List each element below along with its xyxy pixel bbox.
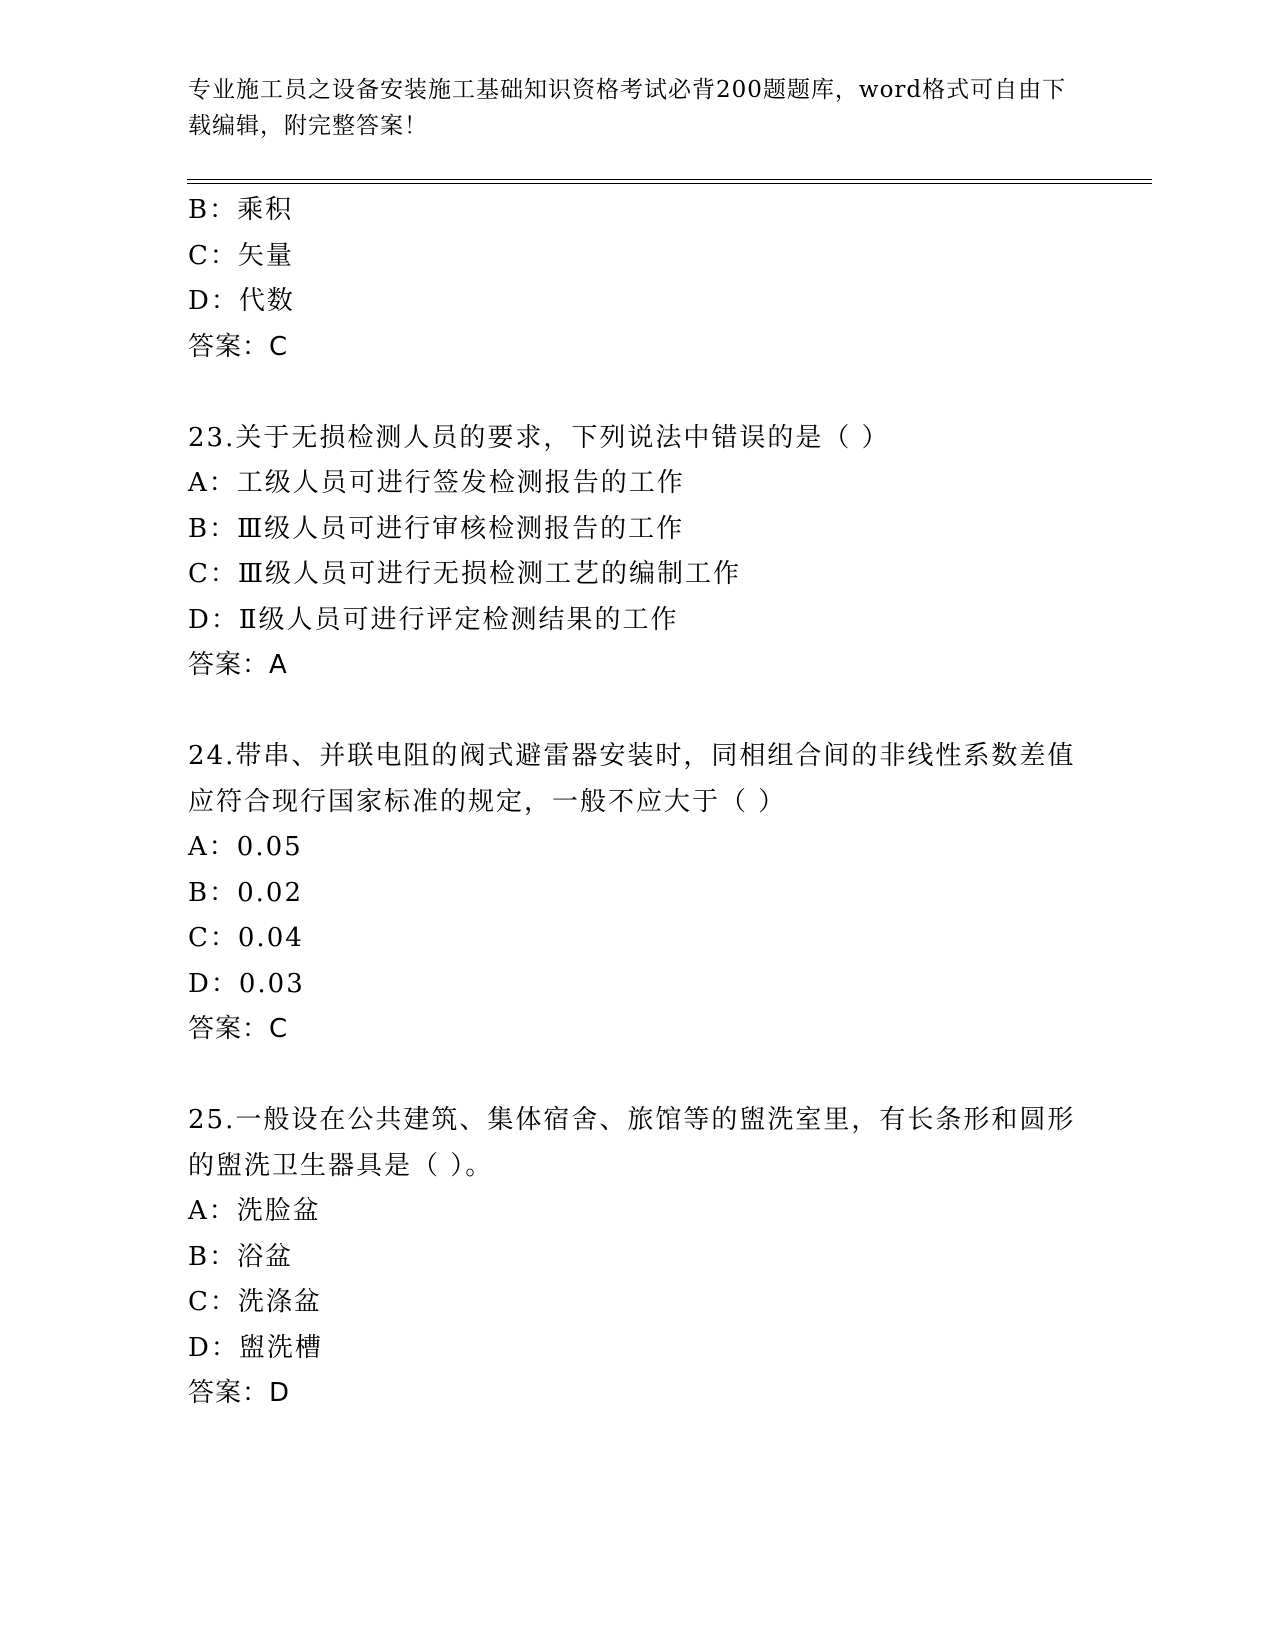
option-b: B：乘积 [188, 195, 294, 225]
option-d: D：盥洗槽 [188, 1332, 323, 1363]
question-22-remainder [188, 188, 1088, 370]
answer-line: 答案：C [188, 1014, 289, 1044]
option-b: B：Ⅲ级人员可进行审核检测报告的工作 [188, 513, 685, 544]
option-a: A：工级人员可进行签发检测报告的工作 [188, 468, 685, 498]
spacer [188, 1053, 1088, 1099]
option-b: B：0.02 [188, 877, 303, 908]
question-text: 24.带串、并联电阻的阀式避雷器安装时，同相组合间的非线性系数差值应符合现行国家标准的规定，一般不应大于（ ） [188, 741, 1076, 817]
header-rule-bottom [187, 183, 1152, 184]
option-a: A：洗脸盆 [188, 1196, 321, 1226]
answer-line: 答案：C [188, 331, 289, 362]
option-d: D：代数 [188, 286, 295, 316]
question-text: 25.一般设在公共建筑、集体宿舍、旅馆等的盥洗室里，有长条形和圆形的盥洗卫生器具是（ ）。 [188, 1105, 1076, 1181]
spacer [188, 689, 1088, 735]
question-25 [188, 1098, 1088, 1417]
option-d: D：Ⅱ级人员可进行评定检测结果的工作 [188, 604, 679, 635]
option-a: A：0.05 [188, 832, 303, 862]
question-24 [188, 734, 1088, 1053]
option-d: D：0.03 [188, 968, 305, 999]
option-c: C：矢量 [188, 240, 294, 271]
answer-line: 答案：D [188, 1378, 291, 1408]
answer-line: 答案：A [188, 650, 288, 680]
document-body [188, 188, 1088, 1417]
question-23 [188, 416, 1088, 689]
option-c: C：Ⅲ级人员可进行无损检测工艺的编制工作 [188, 559, 741, 589]
document-header: 专业施工员之设备安装施工基础知识资格考试必背200题题库，word格式可自由下载编辑，附完整答案！ [188, 77, 1067, 139]
header-rule-top [187, 179, 1152, 180]
question-text: 23.关于无损检测人员的要求，下列说法中错误的是（ ） [188, 422, 890, 453]
option-b: B：浴盆 [188, 1241, 294, 1272]
option-c: C：洗涤盆 [188, 1287, 322, 1317]
option-c: C：0.04 [188, 923, 304, 953]
spacer [188, 370, 1088, 416]
